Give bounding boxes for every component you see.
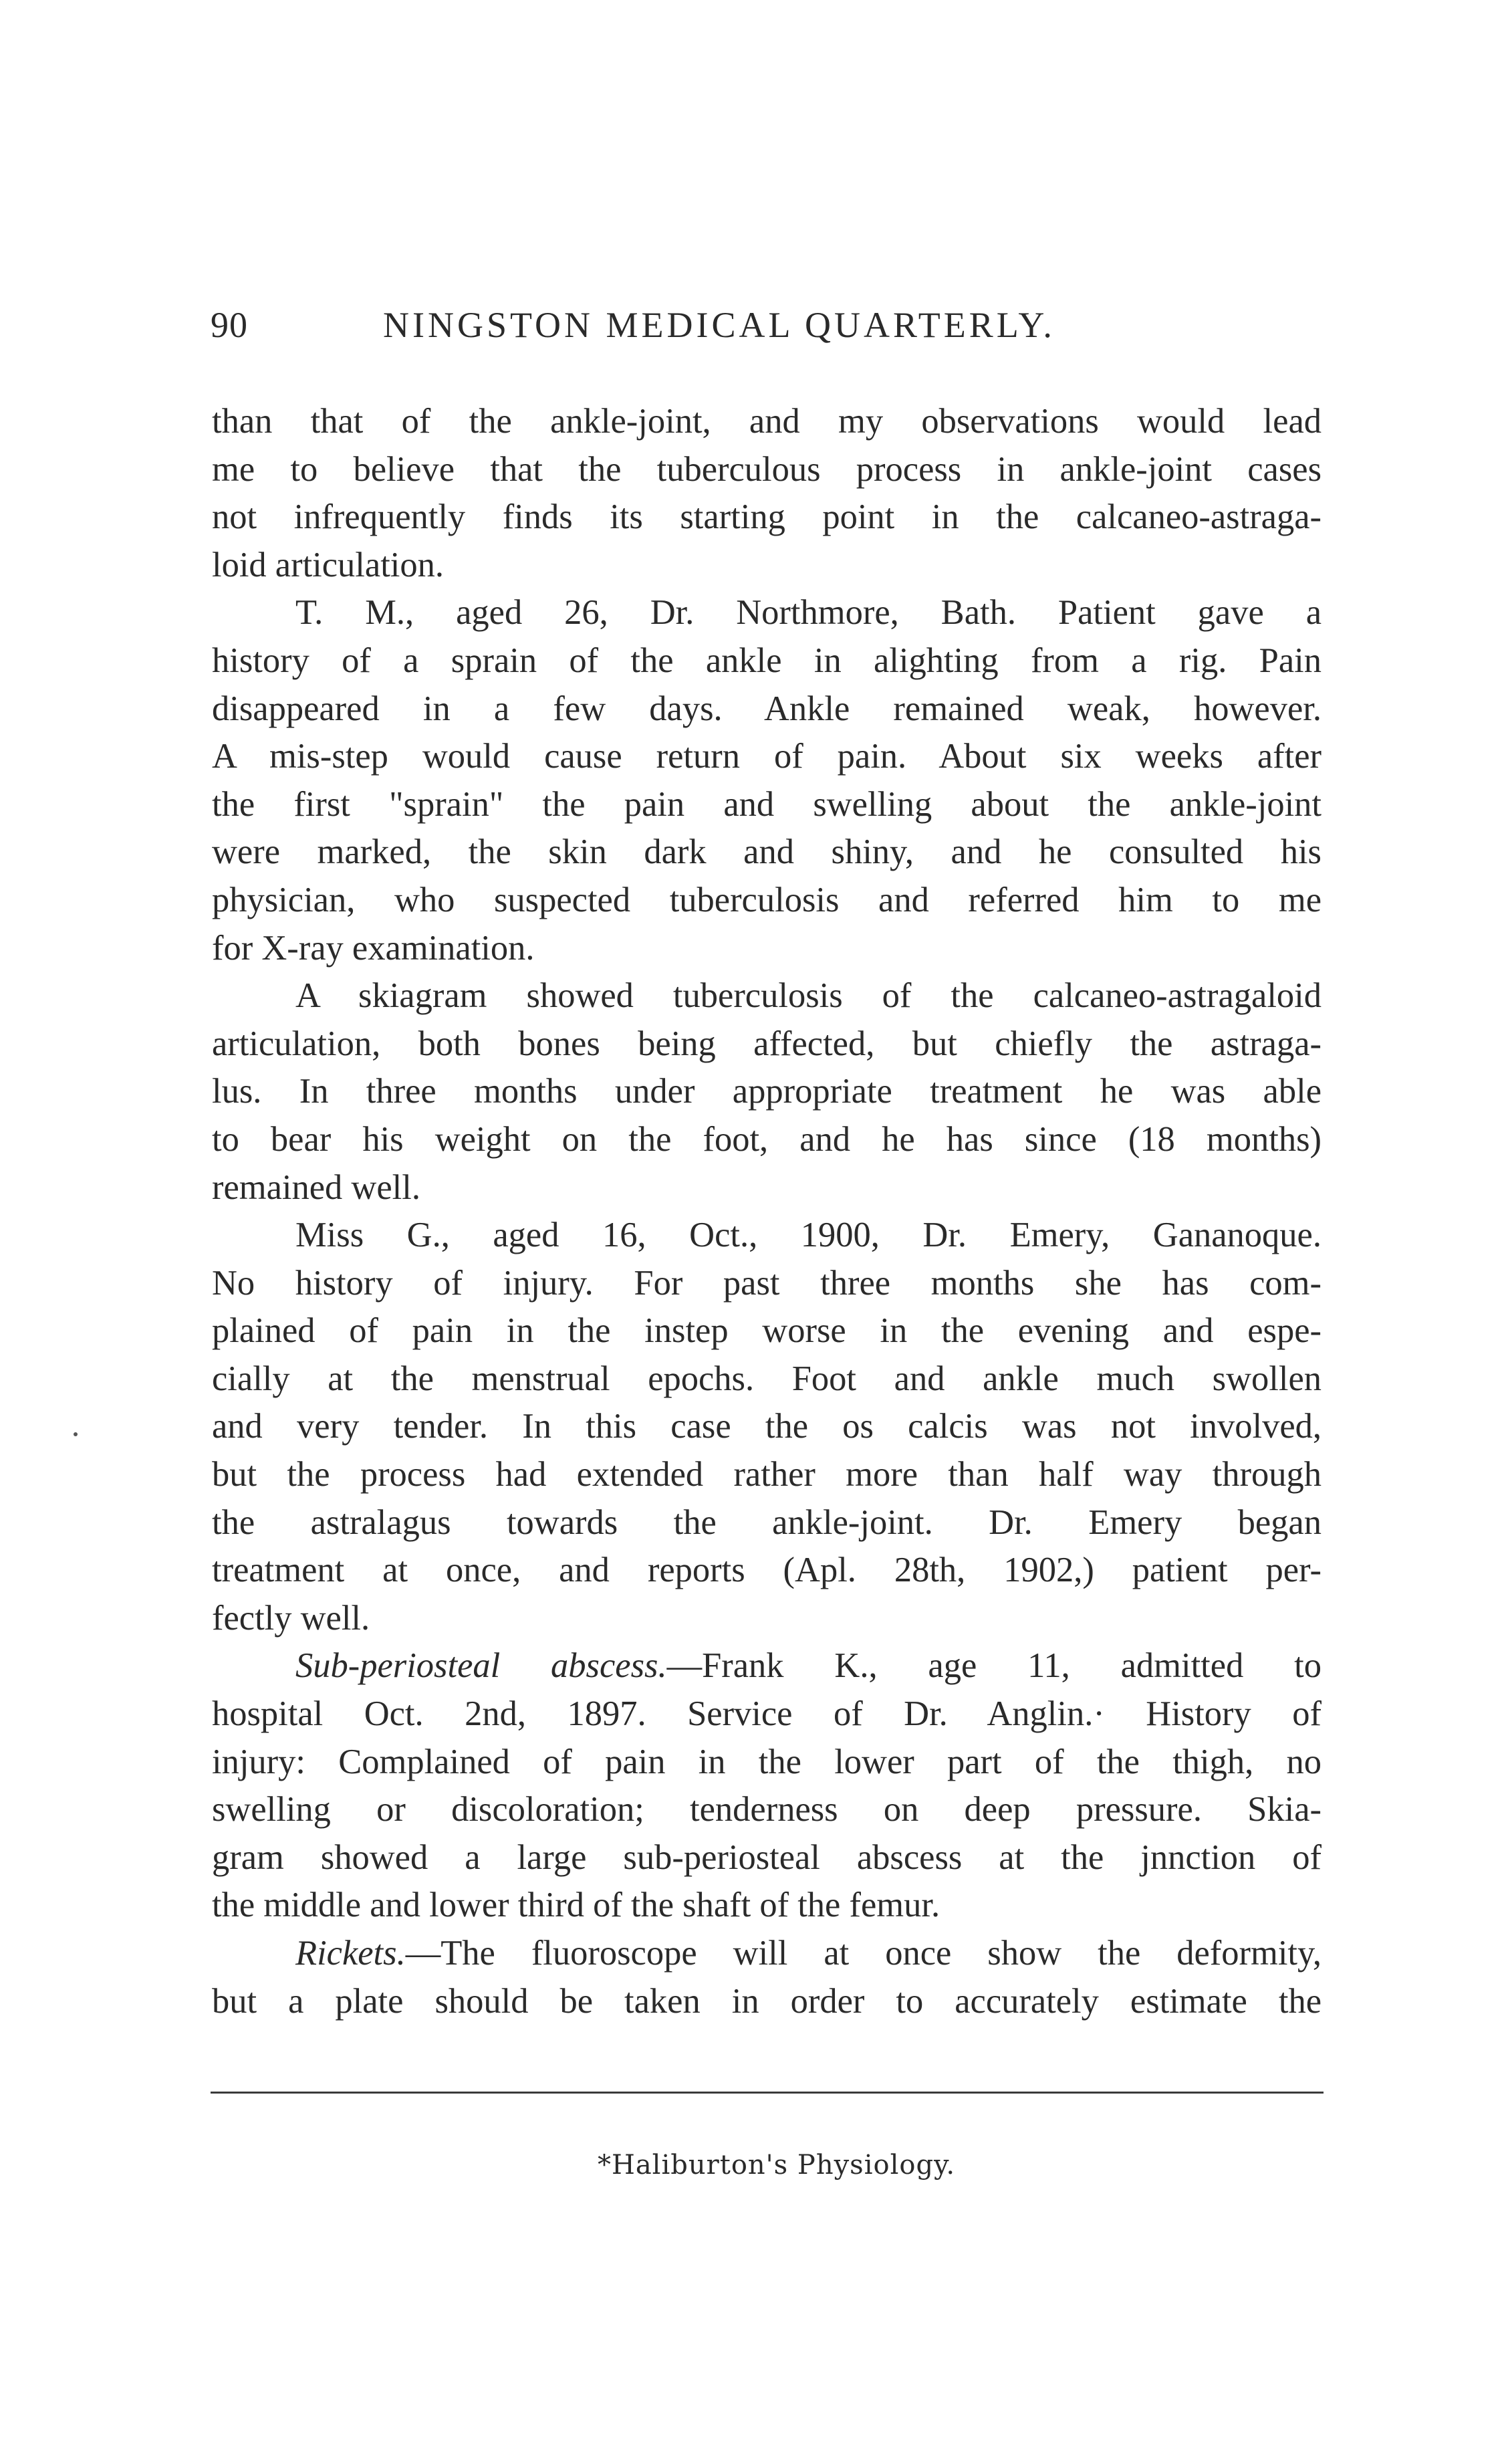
text-line: cially at the menstrual epochs. Foot and ankle much swollen (212, 1359, 1322, 1398)
text-line: hospital Oct. 2nd, 1897. Service of Dr. Anglin.· History of (212, 1694, 1322, 1734)
text-line: the first "sprain" the pain and swelling about the ankle-joint (212, 784, 1322, 824)
text-line: treatment at once, and reports (Apl. 28th, 1902,) patient per- (212, 1551, 1322, 1590)
text-line: Miss G., aged 16, Oct., 1900, Dr. Emery, Gananoque. (295, 1216, 1322, 1255)
text-line: gram showed a large sub-periosteal abscess at the jnnction of (212, 1837, 1322, 1877)
text-line: but a plate should be taken in order to accurately estimate the (212, 1981, 1322, 2021)
text-line: for X-ray examination. (212, 928, 535, 968)
text-line: T. M., aged 26, Dr. Northmore, Bath. Patient gave a (295, 593, 1322, 633)
text-line: A mis-step would cause return of pain. About six weeks after (212, 737, 1322, 776)
text-line: me to believe that the tuberculous process in ankle-joint cases (212, 449, 1322, 489)
text-line: disappeared in a few days. Ankle remained weak, however. (212, 689, 1322, 728)
section-heading: Rickets. (295, 1934, 406, 1973)
footnote: *Haliburton's Physiology. (597, 2150, 956, 2180)
text-line: than that of the ankle-joint, and my observations would lead (212, 402, 1322, 441)
text-line: not infrequently finds its starting point in the calcaneo-astraga- (212, 497, 1322, 537)
text-line (212, 1930, 1322, 1978)
stray-ink-mark (74, 1432, 78, 1436)
text-line: the astralagus towards the ankle-joint. Dr. Emery began (212, 1502, 1322, 1542)
text-line: A skiagram showed tuberculosis of the calcaneo-astragaloid (295, 976, 1322, 1016)
footnote-divider (211, 2092, 1324, 2094)
text-line: articulation, both bones being affected, but chiefly the astraga- (212, 1024, 1322, 1063)
text-line: fectly well. (212, 1598, 370, 1638)
text-line: were marked, the skin dark and shiny, and he consulted his (212, 832, 1322, 872)
body-text (212, 398, 1322, 2025)
text-line: and very tender. In this case the os calcis was not involved, (212, 1407, 1322, 1446)
text-line: injury: Complained of pain in the lower part of the thigh, no (212, 1742, 1322, 1781)
text-line: loid articulation. (212, 545, 444, 584)
text-line: lus. In three months under appropriate treatment he was able (212, 1072, 1322, 1111)
text-line: the middle and lower third of the shaft of the femur. (212, 1886, 940, 1925)
text-line: history of a sprain of the ankle in alighting from a rig. Pain (212, 641, 1322, 680)
text-line: remained well. (212, 1167, 420, 1207)
text-line: No history of injury. For past three months she has com- (212, 1263, 1322, 1303)
text-line (212, 1642, 1322, 1690)
text-line: physician, who suspected tuberculosis and referred him to me (212, 880, 1322, 919)
page-header (211, 304, 1320, 358)
text-line: but the process had extended rather more than half way through (212, 1455, 1322, 1494)
text-line: swelling or discoloration; tenderness on deep pressure. Skia- (212, 1790, 1322, 1829)
page-number: 90 (211, 305, 248, 345)
text-span: —Frank K., age 11, admitted to (666, 1646, 1322, 1686)
section-heading: Sub-periosteal abscess. (295, 1646, 667, 1686)
text-span: —The fluoroscope will at once show the deformity, (405, 1934, 1322, 1973)
text-line: to bear his weight on the foot, and he has since (18 months) (212, 1119, 1322, 1159)
running-title: NINGSTON MEDICAL QUARTERLY. (383, 305, 1055, 345)
text-line: plained of pain in the instep worse in the evening and espe- (212, 1311, 1322, 1351)
